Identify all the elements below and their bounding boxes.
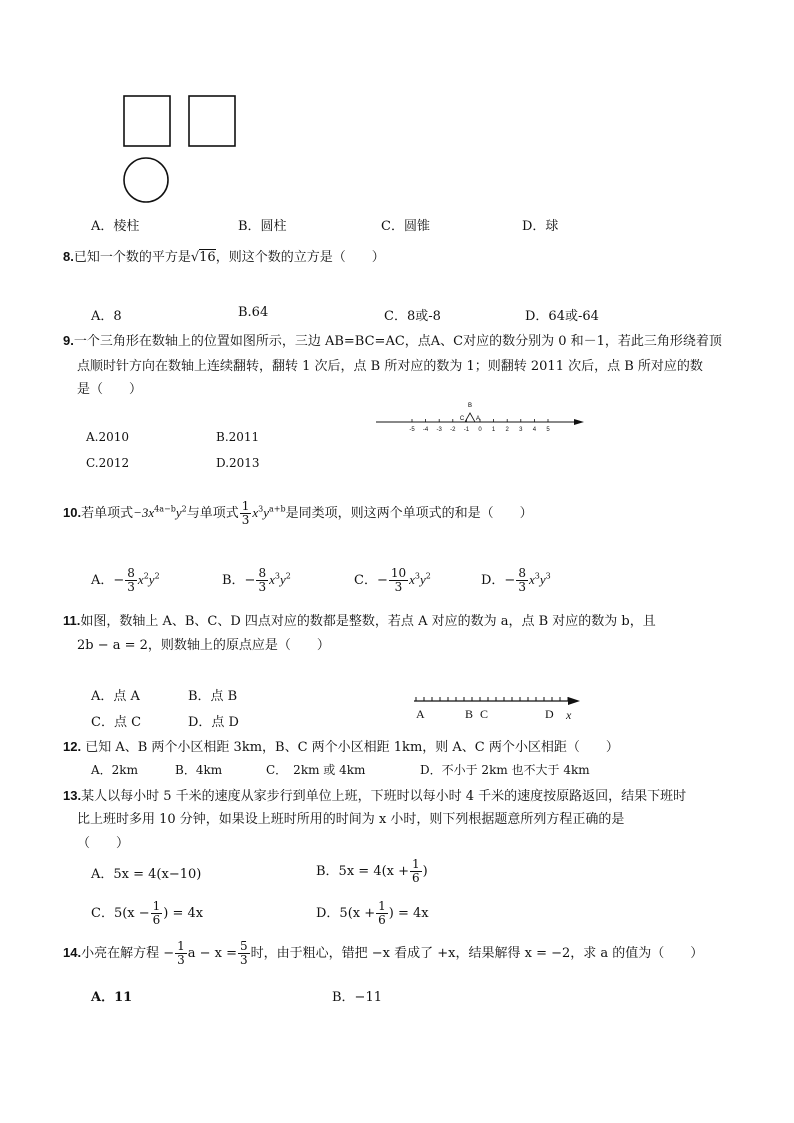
q7-option-d[interactable]: D．球 <box>522 219 559 234</box>
q10-text-post: 是同类项，则这两个单项式的和是（ ） <box>285 506 533 521</box>
q8-radicand: 16 <box>199 250 216 265</box>
front-view-square <box>124 96 170 146</box>
q9-line1 <box>63 330 722 349</box>
q8-option-a[interactable]: A．8 <box>91 309 122 324</box>
q10-exp-2: 3 <box>258 504 264 514</box>
q13-line2: 比上班时多用 10 分钟，如果设上班时所用的时间为 x 小时，则下列根据题意所列方程正确的是 <box>77 812 625 827</box>
q14-text-pre: 小亮在解方程 − <box>81 946 175 961</box>
q9-line3: 是（ ） <box>77 382 143 397</box>
q14-number: 14. <box>63 945 82 960</box>
q14-text-mid: a − x = <box>187 946 238 961</box>
q9-tick-label: 1 <box>491 427 496 433</box>
q10-y-1: y <box>175 505 182 520</box>
q13-line1 <box>63 785 686 804</box>
q13-option-a[interactable]: A．5x = 4(x−10) <box>91 867 202 882</box>
q13-option-d[interactable]: D．5(x + $\frac{1}{6}$ ) = 4x <box>316 899 429 927</box>
q10-option-c[interactable]: C．− $\frac{10}{3}$ $x^3y^2$ <box>354 566 431 594</box>
q9-number: 9. <box>63 333 74 348</box>
q12-text: 已知 A、B 两个小区相距 3km，B、C 两个小区相距 1km，则 A、C 两个小区相距（ ） <box>81 740 619 755</box>
q10-yexp-1: 2 <box>181 504 187 514</box>
q11-label-b: B <box>465 707 474 721</box>
q11-option-a[interactable]: A．点 A <box>91 689 140 704</box>
q9-tick-label: 5 <box>546 427 550 433</box>
q14-option-a[interactable]: A．11 <box>91 990 133 1005</box>
q13-option-c[interactable]: C．5(x − $\frac{1}{6}$ ) = 4x <box>91 899 204 927</box>
q9-point-a: A <box>475 416 481 422</box>
q8-text-pre: 已知一个数的平方是 <box>73 250 191 265</box>
q9-tick-label: -3 <box>436 427 442 433</box>
q13-line3: （ ） <box>77 836 130 851</box>
q11-option-d[interactable]: D．点 D <box>188 715 239 730</box>
q10-stem <box>63 500 533 527</box>
q9-tick-label: -2 <box>450 427 456 433</box>
q8-option-b[interactable]: B.64 <box>238 305 269 320</box>
q9-tick-label: -5 <box>409 427 415 433</box>
q9-option-c[interactable]: C.2012 <box>86 456 130 470</box>
q14-fraction-2: $\frac{5}{3}$ <box>240 939 248 967</box>
q10-option-d[interactable]: D．− $\frac{8}{3}$ $x^3y^3$ <box>481 566 551 594</box>
q12-number: 12. <box>63 739 82 754</box>
q8-stem <box>63 246 385 265</box>
three-view-figure <box>118 92 242 204</box>
q10-y-2: y <box>263 505 270 520</box>
q14-option-b[interactable]: B．−11 <box>332 990 382 1005</box>
q8-option-d[interactable]: D．64或-64 <box>525 309 599 324</box>
q9-tick-label: 3 <box>519 427 523 433</box>
q7-option-c[interactable]: C．圆锥 <box>381 219 430 234</box>
q14-stem <box>63 940 703 967</box>
q10-option-b[interactable]: B．− $\frac{8}{3}$ $x^3y^2$ <box>222 566 291 594</box>
q9-number-line <box>372 400 588 436</box>
q7-option-b[interactable]: B．圆柱 <box>238 219 287 234</box>
q7-option-a[interactable]: A．棱柱 <box>91 219 140 234</box>
q12-option-d[interactable]: D．不小于 2km 也不大于 4km <box>420 763 590 777</box>
q9-point-c: C <box>459 416 465 422</box>
q8-number: 8. <box>63 249 74 264</box>
q11-label-x: x <box>566 708 572 722</box>
side-view-square <box>189 96 235 146</box>
q10-number: 10. <box>63 505 82 520</box>
q11-line2: 2b − a = 2，则数轴上的原点应是（ ） <box>77 638 330 653</box>
q10-yexp-2: a+b <box>269 504 286 514</box>
q11-option-c[interactable]: C．点 C <box>91 715 142 730</box>
q9-tick-label: 2 <box>505 427 509 433</box>
top-view-circle <box>124 158 168 202</box>
q11-label-d: D <box>545 707 554 721</box>
q13-option-b[interactable]: B．5x = 4(x + $\frac{1}{6}$ ) <box>316 857 428 885</box>
q10-option-a[interactable]: A．− $\frac{8}{3}$ $x^2y^2$ <box>91 566 160 594</box>
q12-option-c[interactable]: C． 2km 或 4km <box>266 763 366 777</box>
q11-label-a: A <box>416 707 425 721</box>
q9-tick-label: -1 <box>463 427 470 433</box>
q9-point-b: B <box>467 403 473 409</box>
q8-text-post: ，则这个数的立方是（ ） <box>215 250 385 265</box>
q12-stem <box>63 736 619 755</box>
q11-number-line <box>410 690 586 724</box>
q13-number: 13. <box>63 788 82 803</box>
q13-text-1: 某人以每小时 5 千米的速度从家步行到单位上班，下班时以每小时 4 千米的速度按原路返回，结果下班时 <box>81 789 687 804</box>
q9-tick-label: 0 <box>478 427 482 433</box>
q11-label-c: C <box>480 707 489 721</box>
q8-option-c[interactable]: C．8或-8 <box>384 309 441 324</box>
q11-option-b[interactable]: B．点 B <box>188 689 238 704</box>
q10-fraction: $\frac{1}{3}$ <box>241 499 250 527</box>
q12-option-b[interactable]: B．4km <box>175 763 223 777</box>
sqrt-symbol: √ <box>190 250 200 265</box>
q11-line1 <box>63 610 656 629</box>
q9-tick-label: 4 <box>532 427 537 433</box>
q9-tick-label: -4 <box>422 427 429 433</box>
q9-option-b[interactable]: B.2011 <box>216 430 260 444</box>
q11-number: 11. <box>63 613 81 628</box>
q10-text-mid: 与单项式 <box>186 506 239 521</box>
q10-exp-1: 4a−b <box>154 504 176 514</box>
q10-monomial-1: −3x <box>133 505 155 520</box>
q14-fraction-1: $\frac{1}{3}$ <box>177 939 185 967</box>
q10-text-pre: 若单项式 <box>81 506 134 521</box>
q9-text-1: 一个三角形在数轴上的位置如图所示，三边 AB=BC=AC，点A、C对应的数分别为 0 和－1，若此三角形绕着顶 <box>73 334 722 349</box>
q14-text-post: 时，由于粗心，错把 −x 看成了 +x，结果解得 x = −2，求 a 的值为（ ） <box>250 946 704 961</box>
q9-line2: 点顺时针方向在数轴上连续翻转，翻转 1 次后，点 B 所对应的数为 1；则翻转 2011 次后，点 B 所对应的数 <box>77 359 703 374</box>
q12-option-a[interactable]: A．2km <box>91 763 138 777</box>
q9-option-d[interactable]: D.2013 <box>216 456 260 470</box>
q10-monomial-2: x <box>252 505 259 520</box>
q11-text-1: 如图，数轴上 A、B、C、D 四点对应的数都是整数，若点 A 对应的数为 a，点 B 对应的数为 b，且 <box>80 614 656 629</box>
q9-option-a[interactable]: A.2010 <box>86 430 130 444</box>
